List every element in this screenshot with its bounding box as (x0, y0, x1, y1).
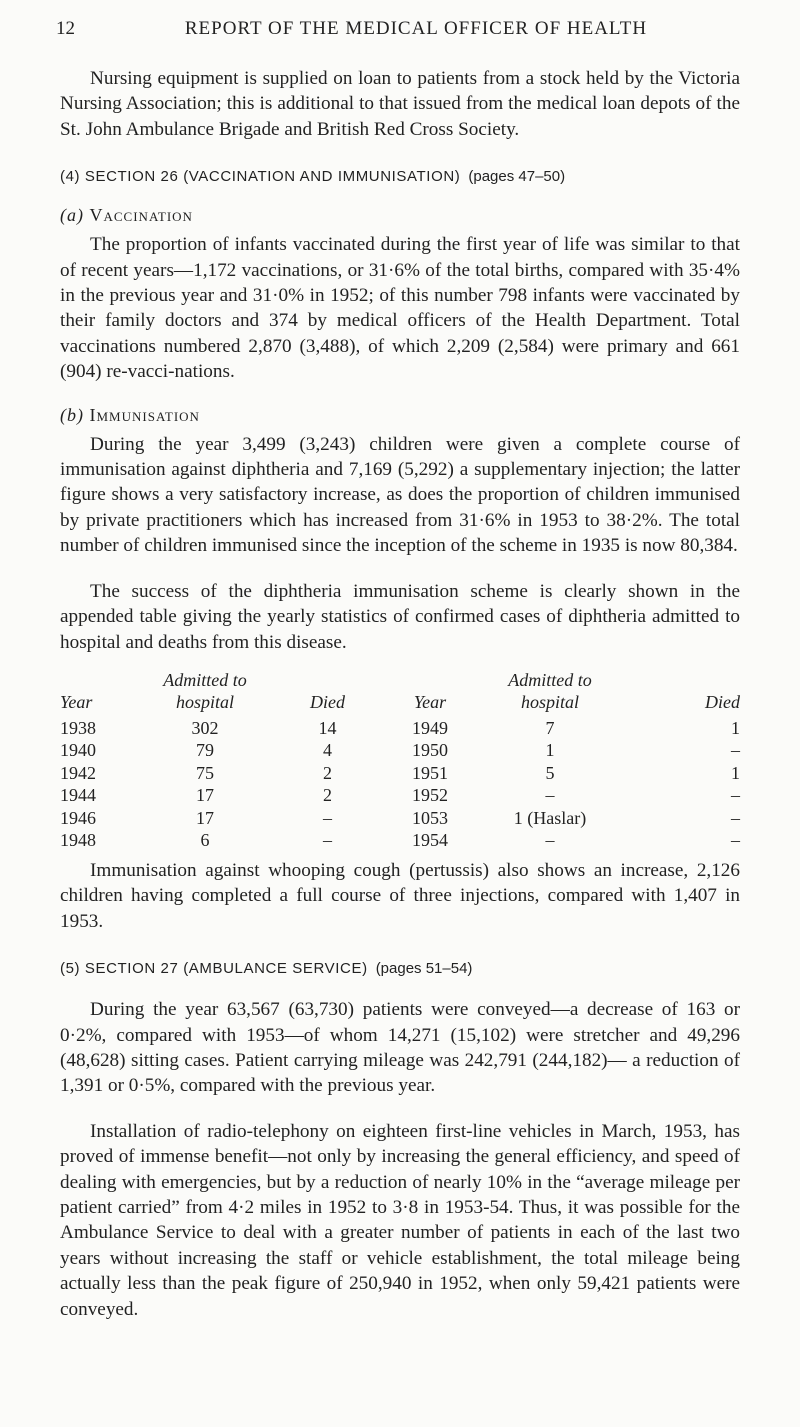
admitted-cell: – (545, 830, 555, 851)
section-4-title: (4) SECTION 26 (VACCINATION AND IMMUNISATION) (60, 168, 461, 186)
immunisation-paragraph-2: The success of the diphtheria immunisation scheme is clearly shown in the appended table giving the yearly statistics of confirmed cases of diphtheria admitted to hospital and deaths from this disease. (60, 580, 740, 653)
died-cell: 4 (323, 740, 332, 761)
died-cell: – (731, 807, 740, 828)
died-cell: – (731, 785, 740, 806)
admitted-cell: 75 (196, 762, 214, 783)
intro-paragraph: Nursing equipment is supplied on loan to patients from a stock held by the Victoria Nursing Association; this is additional to that issued from the medical loan depots of the St. John Ambulance Brigade and British Red Cross Society. (60, 68, 740, 140)
admitted-cell: 1 (545, 740, 555, 761)
vaccination-letter: (a) (60, 205, 84, 226)
admitted-cell: 17 (196, 785, 214, 806)
table-row (60, 717, 740, 740)
year-cell: 1951 (412, 762, 448, 783)
admitted-cell: 6 (200, 830, 210, 851)
vaccination-heading (60, 205, 740, 226)
admitted-cell: 79 (196, 740, 214, 761)
year-cell: 1949 (412, 717, 448, 738)
ambulance-paragraph-2: Installation of radio-telephony on eighteen first-line vehicles in March, 1953, has proved of immense benefit—not only by increasing the general efficiency, and speed of dealing with emergencies, but by a reduction of nearly 10% in the “average mileage per patient carried” from 4·2 miles in 1952 to 3·8 in 1953-54. Thus, it was possible for the Ambulance Service to deal with a greater number of patients in each of the last two years without increasing the staff or vehicle establishment, the total mileage being actually less than the peak figure of 250,940 in 1952, when only 59,421 patients were conveyed. (60, 1120, 740, 1320)
section-5-pages: (pages 51–54) (375, 960, 473, 978)
died-cell: – (731, 830, 740, 851)
section-5-heading (60, 960, 740, 977)
died-cell: 1 (731, 717, 740, 738)
diphtheria-table (60, 669, 740, 852)
died-cell: – (323, 830, 332, 851)
year-cell: 1053 (412, 807, 448, 828)
died-cell: – (731, 740, 740, 761)
year-cell: 1944 (60, 785, 96, 806)
vaccination-paragraph: The proportion of infants vaccinated during the first year of life was similar to that of recent years—1,172 vaccinations, or 31·6% of the total births, compared with 35·4% in the previous year and 31·0% in 1952; of this number 798 infants were vaccinated by their family doctors and 374 by medical officers of the Health Department. Total vaccinations numbered 2,870 (3,488), of which 2,209 (2,584) were primary and 661 (904) re-vacci-nations. (60, 234, 740, 383)
died-cell: 2 (323, 762, 332, 783)
immunisation-heading (60, 405, 740, 426)
ambulance-paragraph-1: During the year 63,567 (63,730) patients were conveyed—a decrease of 163 or 0·2%, compared with 1953—of whom 14,271 (15,102) were stretcher and 49,296 (48,628) sitting cases. Patient carrying mileage was 242,791 (244,182)— a reduction of 1,391 or 0·5%, compared with the previous year. (60, 999, 740, 1097)
page-number: 12 (56, 18, 75, 39)
immunisation-letter: (b) (60, 404, 84, 425)
admitted-cell: 302 (191, 717, 219, 738)
immunisation-paragraph-1: During the year 3,499 (3,243) children were given a complete course of immunisation against diphtheria and 7,169 (5,292) a supplementary injection; the latter figure shows a very satisfactory increase, as does the proportion of children immunised by private practitioners which has increased from 31·6% in 1953 to 38·2%. The total number of children immunised since the inception of the scheme in 1935 is now 80,384. (60, 433, 740, 557)
died-cell: 1 (731, 762, 740, 783)
year-cell: 1942 (60, 762, 96, 783)
section-4-heading (60, 168, 740, 185)
died-cell: – (323, 807, 332, 828)
year-cell: 1938 (60, 717, 96, 738)
admitted-header-left (140, 669, 270, 717)
table-header-row (60, 669, 740, 717)
table-row (60, 739, 740, 762)
admitted-header-right (475, 669, 625, 717)
year-cell: 1952 (412, 785, 448, 806)
admitted-header-right-line1: Admitted to (508, 669, 592, 690)
year-cell: 1954 (412, 830, 448, 851)
table-row (60, 829, 740, 852)
table-row (60, 762, 740, 785)
running-header (56, 18, 740, 40)
admitted-cell: 17 (196, 807, 214, 828)
admitted-header-left-line1: Admitted to (163, 669, 247, 690)
admitted-cell: 1 (Haslar) (513, 807, 587, 828)
died-cell: 2 (323, 785, 332, 806)
died-header-right: Died (705, 691, 740, 712)
section-4-pages: (pages 47–50) (468, 168, 566, 186)
year-header-left: Year (60, 691, 93, 712)
report-title: REPORT OF THE MEDICAL OFFICER OF HEALTH (184, 18, 648, 39)
section-5-title: (5) SECTION 27 (AMBULANCE SERVICE) (60, 960, 368, 978)
admitted-cell: 5 (545, 762, 555, 783)
admitted-cell: – (545, 785, 555, 806)
died-header-left: Died (310, 691, 345, 712)
year-header-right: Year (413, 691, 447, 712)
vaccination-title: Vaccination (89, 205, 193, 226)
year-cell: 1950 (412, 740, 448, 761)
immunisation-title: Immunisation (89, 404, 200, 425)
year-cell: 1948 (60, 830, 96, 851)
admitted-header-right-line2: hospital (520, 691, 579, 712)
year-cell: 1940 (60, 740, 96, 761)
table-row (60, 807, 740, 830)
died-cell: 14 (318, 717, 337, 738)
immunisation-paragraph-3: Immunisation against whooping cough (pertussis) also shows an increase, 2,126 children having completed a full course of three injections, compared with 1,407 in 1953. (60, 859, 740, 932)
admitted-cell: 7 (545, 717, 555, 738)
admitted-header-left-line2: hospital (175, 691, 234, 712)
table-row (60, 784, 740, 807)
year-cell: 1946 (60, 807, 96, 828)
